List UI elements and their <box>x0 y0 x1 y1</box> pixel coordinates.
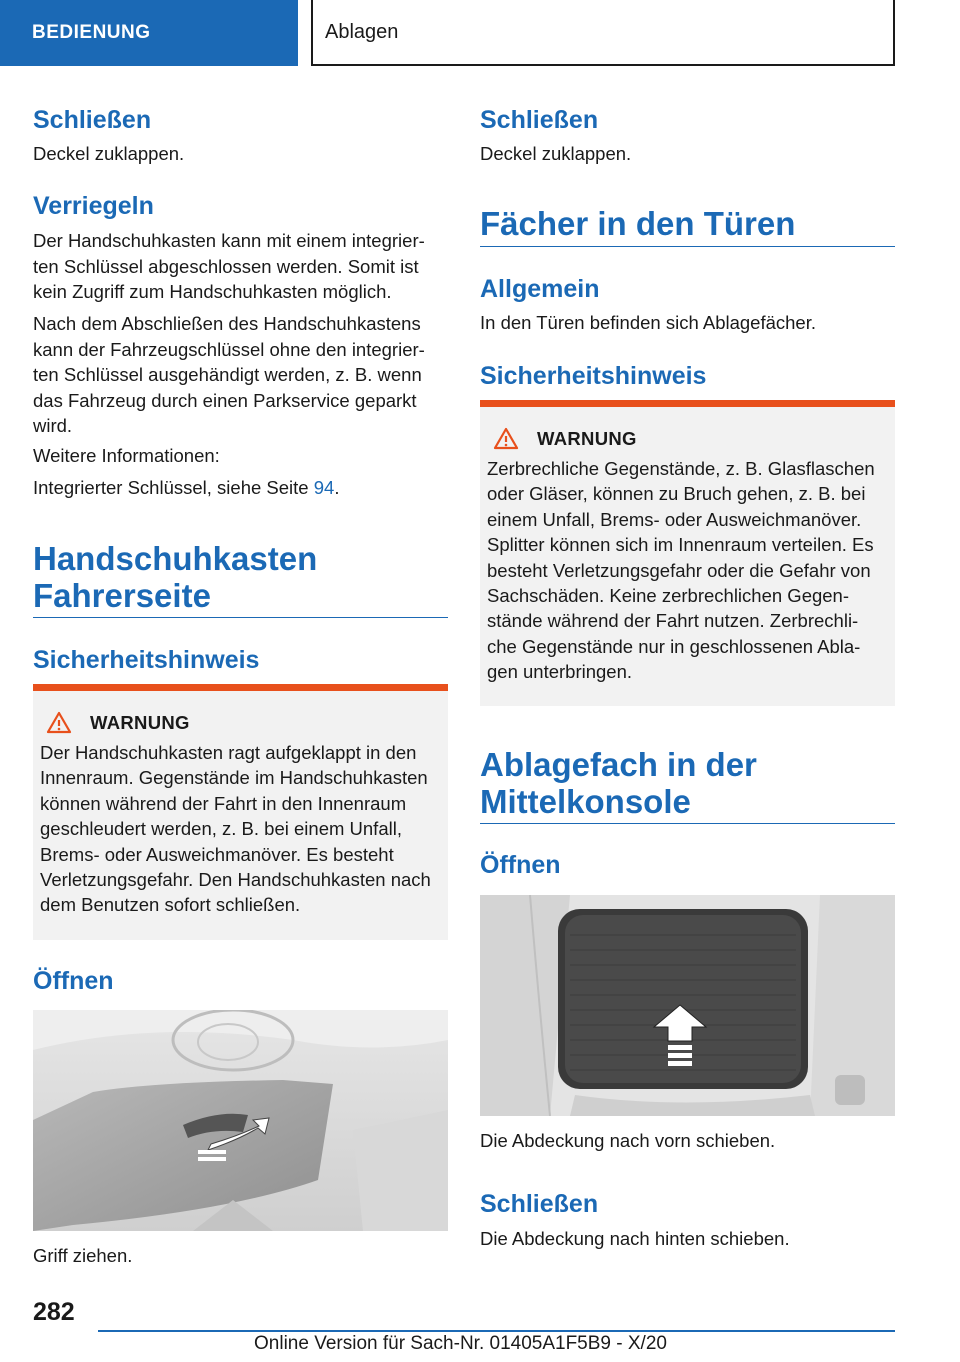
footer-online-version: Online Version für Sach-Nr. 01405A1F5B9 - X/20 <box>254 1333 667 1354</box>
chapter-label: Ablagen <box>325 20 399 43</box>
text-schliessen-right-2: Die Abdeckung nach hinten schieben. <box>480 1228 790 1249</box>
caption-griff-ziehen: Griff ziehen. <box>33 1245 133 1266</box>
section-tab <box>0 0 298 66</box>
glovebox-illustration <box>33 1010 448 1231</box>
warning-box <box>33 684 448 940</box>
warning-label: WARNUNG <box>90 711 190 733</box>
warning-header-right <box>487 427 887 450</box>
heading-verriegeln: Verriegeln <box>33 192 154 220</box>
warning-text-right: Zerbrechliche Gegenstände, z. B. Glasflaschen oder Gläser, können zu Bruch gehen, z. B. bei einem Unfall, Brems- oder Ausweichmanöver. Splitter können sich im Innenraum verteilen. Es besteht Verletzungsgefahr oder die Gefahr von Sachschäden. Keine zerbrechlichen Gegen-stände während der Fahrt nutzen. Zerbrechli-che Gegenstände nur in geschlossenen Abla-gen unterbringen. <box>487 458 875 683</box>
heading-schliessen-right-2: Schließen <box>480 1190 599 1218</box>
section-rule-right-1 <box>480 246 895 247</box>
heading-schliessen-right: Schließen <box>480 106 599 134</box>
heading-allgemein: Allgemein <box>480 275 600 303</box>
warning-box-right <box>480 400 895 706</box>
heading-schliessen: Schließen <box>33 106 152 134</box>
text-more-info: Weitere Informationen: <box>33 445 220 466</box>
warning-label-right: WARNUNG <box>537 427 637 449</box>
section-label: BEDIENUNG <box>32 22 151 43</box>
section-rule <box>33 617 448 618</box>
heading-faecher-tueren: Fächer in den Türen <box>480 205 796 242</box>
warning-text: Der Handschuhkasten ragt aufgeklappt in den Innenraum. Gegenstände im Handschuhkasten können während der Fahrt in den Innenraum geschleudert werden, z. B. bei einem Unfall, Brems- oder Ausweichmanöver. Es besteht Verletzungsgefahr. Den Handschuhkasten nach dem Benutzen sofort schließen. <box>40 742 431 916</box>
warning-header <box>40 711 440 734</box>
heading-sicherheitshinweis-right: Sicherheitshinweis <box>480 362 707 390</box>
warning-triangle-icon <box>46 711 72 734</box>
glovebox-image <box>33 1010 448 1231</box>
heading-ablagefach-mittelkonsole: Ablagefach in der Mittelkonsole <box>480 746 757 820</box>
text-verriegeln-2: Nach dem Abschließen des Handschuhkastens kann der Fahrzeugschlüssel ohne den integrier-ten Schlüssel ausgehändigt werden, z. B. wenn das Fahrzeug durch einen Parkservice geparkt wird. <box>33 313 425 436</box>
section-rule-right-2 <box>480 823 895 824</box>
chapter-tab <box>311 0 895 66</box>
center-console-image <box>480 895 895 1116</box>
heading-sicherheitshinweis: Sicherheitshinweis <box>33 646 260 674</box>
text-schliessen: Deckel zuklappen. <box>33 143 185 164</box>
heading-handschuhkasten-fahrerseite: Handschuhkasten Fahrerseite <box>33 540 318 614</box>
page-number: 282 <box>33 1298 75 1326</box>
center-console-illustration <box>480 895 895 1116</box>
text-reference: Integrierter Schlüssel, siehe Seite 94. <box>33 477 340 498</box>
heading-oeffnen: Öffnen <box>33 967 114 995</box>
footer-rule <box>98 1330 895 1332</box>
page-link-94[interactable]: 94 <box>313 477 335 498</box>
warning-triangle-icon <box>493 427 519 450</box>
text-verriegeln-1: Der Handschuhkasten kann mit einem integrier-ten Schlüssel abgeschlossen werden. Somit ist kein Zugriff zum Handschuhkasten möglich. <box>33 230 425 302</box>
heading-oeffnen-right: Öffnen <box>480 851 561 879</box>
text-schliessen-right: Deckel zuklappen. <box>480 143 632 164</box>
caption-abdeckung-vorn: Die Abdeckung nach vorn schieben. <box>480 1130 776 1151</box>
text-allgemein: In den Türen befinden sich Ablagefächer. <box>480 312 816 333</box>
